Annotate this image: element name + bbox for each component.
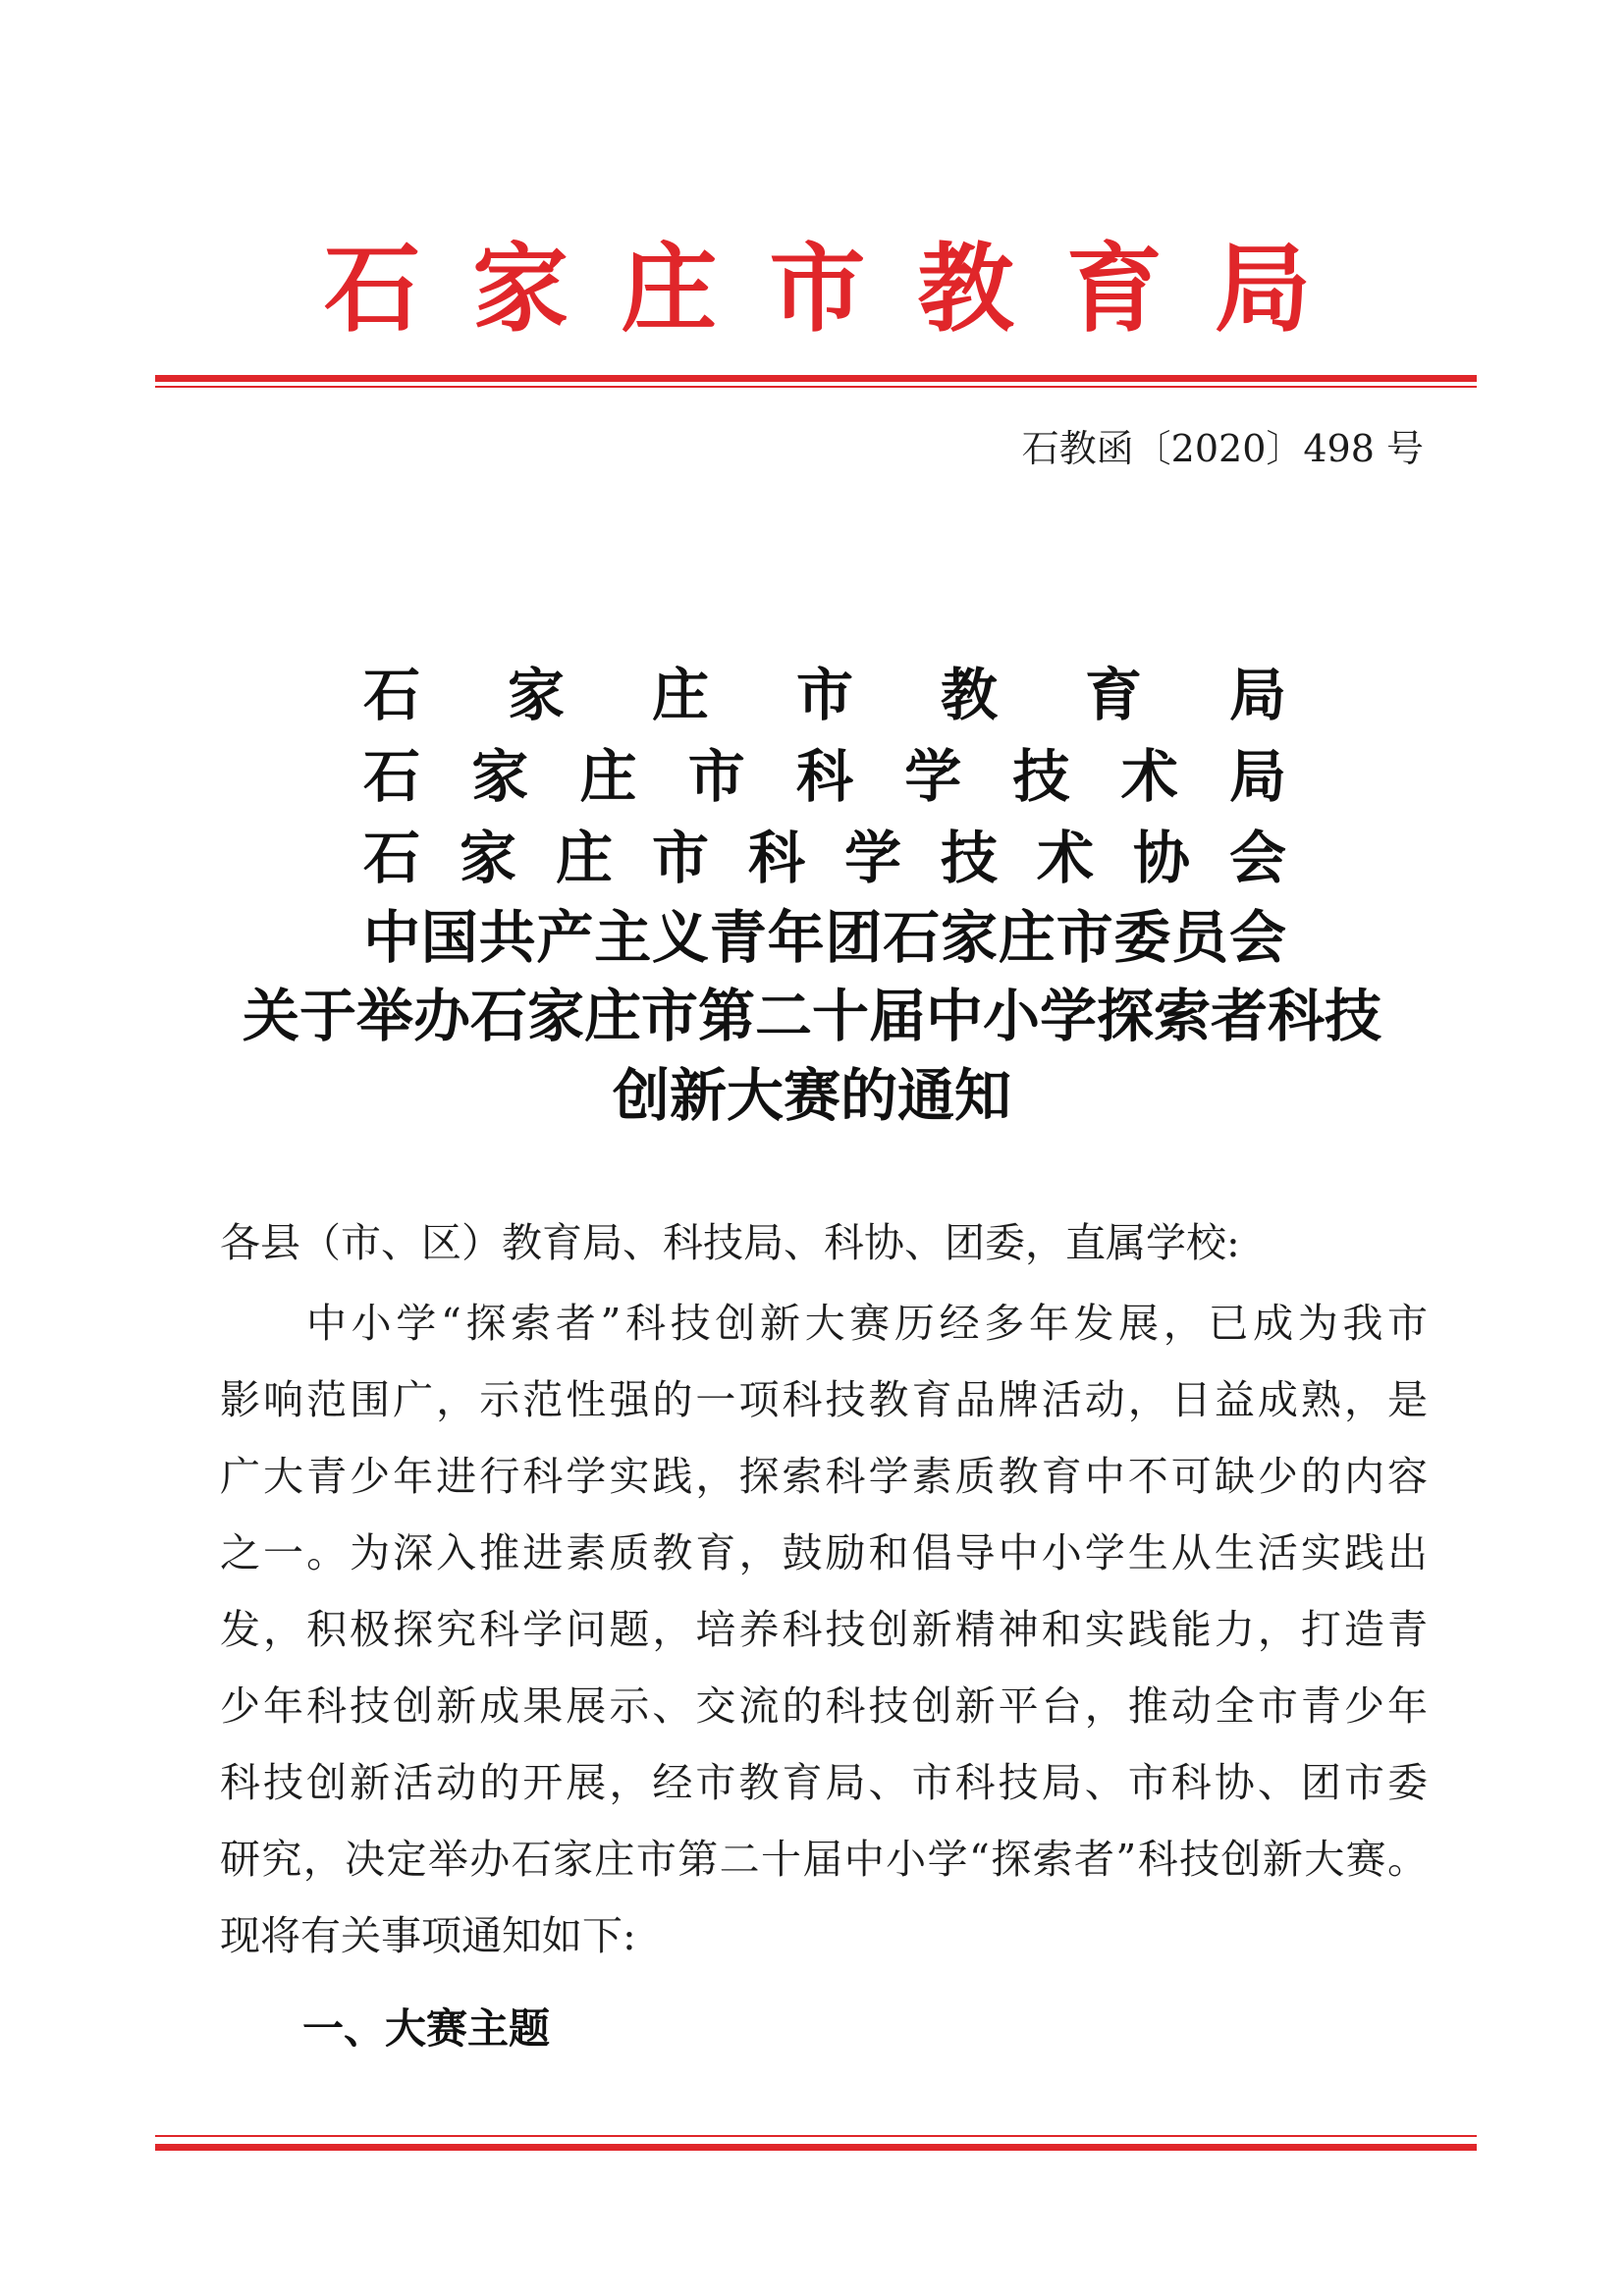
paragraph-line-1: 中小学“探索者”科技创新大赛历经多年发展，已成为我市 xyxy=(306,1300,1428,1347)
paragraph-line-3: 广大青少年进行科学实践，探索科学素质教育中不可缺少的内容 xyxy=(220,1453,1428,1500)
paragraph-line-4: 之一。为深入推进素质教育，鼓励和倡导中小学生从生活实践出 xyxy=(220,1529,1428,1576)
document-number: 石教函〔2020〕498 号 xyxy=(1021,427,1424,470)
notice-title-line-1: 关于举办石家庄市第二十届中小学探索者科技 xyxy=(242,983,1381,1049)
notice-title-line-2: 创新大赛的通知 xyxy=(612,1062,1011,1129)
addressee-line: 各县（市、区）教育局、科技局、科协、团委，直属学校: xyxy=(220,1219,1240,1266)
letterhead-rule-thick xyxy=(155,375,1477,382)
footer-rule-thin xyxy=(155,2135,1477,2137)
letterhead-title: 石家庄市教育局 xyxy=(324,233,1311,346)
paragraph-line-7: 科技创新活动的开展，经市教育局、市科技局、市科协、团市委 xyxy=(220,1759,1428,1806)
issuer-line-3: 石家庄市科学技术协会 xyxy=(363,825,1286,891)
issuer-line-4: 中国共产主义青年团石家庄市委员会 xyxy=(363,904,1286,971)
paragraph-line-8: 研究，决定举办石家庄市第二十届中小学“探索者”科技创新大赛。 xyxy=(220,1836,1428,1883)
paragraph-line-2: 影响范围广，示范性强的一项科技教育品牌活动，日益成熟，是 xyxy=(220,1376,1428,1423)
footer-rule-thick xyxy=(155,2144,1477,2151)
issuer-line-2: 石家庄市科学技术局 xyxy=(363,743,1286,810)
paragraph-line-9: 现将有关事项通知如下: xyxy=(220,1912,636,1959)
section-heading: 一、大赛主题 xyxy=(302,2004,551,2053)
paragraph-line-6: 少年科技创新成果展示、交流的科技创新平台，推动全市青少年 xyxy=(220,1682,1428,1730)
issuer-line-1: 石家庄市教育局 xyxy=(363,662,1286,728)
letterhead-rule-thin xyxy=(155,386,1477,388)
paragraph-line-5: 发，积极探究科学问题，培养科技创新精神和实践能力，打造青 xyxy=(220,1606,1428,1653)
